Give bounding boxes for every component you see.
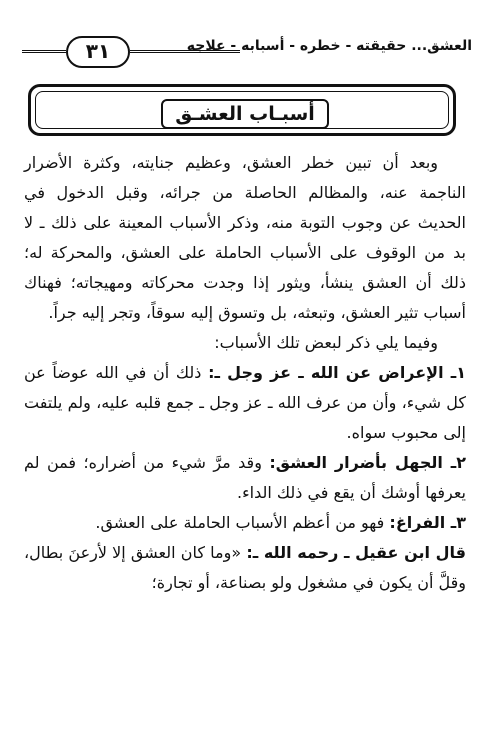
- page-number: ٣١: [66, 36, 130, 68]
- running-header: [14, 36, 472, 74]
- section-title-frame: [28, 84, 456, 136]
- quote-text: «وما كان العشق إلا لأرعنَ بطال، وقلَّ أن يكون في مشغول ولو بصناعة، أو تجارة؛: [24, 543, 466, 592]
- reason-2: [24, 448, 466, 508]
- reason-heading: ٢ـ الجهل بأضرار العشق:: [269, 453, 467, 472]
- header-rule-left: [22, 50, 66, 53]
- paragraph-text: وبعد أن تبين خطر العشق، وعظيم جنايته، وكثرة الأضرار الناجمة عنه، والمظالم الحاصلة من جرائه، وقبل الدخول في الحديث عن وجوب التوبة منه، وذكر الأسباب المعينة على ذلك ـ لا بد من الوقوف على الأسباب الحاملة على العشق، والمحركة له؛ ذلك أن العشق ينشأ، ويثور إذا وجدت محركاته ومهيجاته؛ فهناك أسباب تثير العشق، وتبعثه، بل وتسوق إليه سوقاً، وتجر إليه جراً.: [24, 153, 466, 322]
- reason-heading: ٣ـ الفراغ:: [389, 513, 466, 532]
- quote-ibn-aqil: [24, 538, 466, 598]
- body-text: [24, 148, 466, 598]
- quote-attribution: قال ابن عقيل ـ رحمه الله ـ:: [246, 543, 467, 562]
- reason-text: فهو من أعظم الأسباب الحاملة على العشق.: [95, 513, 390, 532]
- running-title: العشق... حقيقته - خطره - أسبابه - علاجه: [186, 38, 472, 54]
- reason-text: ذلك أن في الله عوضاً عن كل شيء، وأن من عرف الله ـ عز وجل ـ جمع قلبه عليه، ولم يلتفت إلى محبوب سواه.: [24, 363, 466, 442]
- reason-1: [24, 358, 466, 448]
- paragraph-list-intro: [24, 328, 466, 358]
- reason-heading: ١ـ الإعراض عن الله ـ عز وجل ـ:: [208, 363, 467, 382]
- paragraph-intro: [24, 148, 466, 328]
- reason-text: وقد مرَّ شيء من أضراره؛ فمن لم يعرفها أوشك أن يقع في ذلك الداء.: [24, 453, 466, 502]
- section-title: أسبـاب العشـق: [161, 99, 329, 129]
- reason-3: [24, 508, 466, 538]
- paragraph-text: وفيما يلي ذكر لبعض تلك الأسباب:: [214, 333, 438, 352]
